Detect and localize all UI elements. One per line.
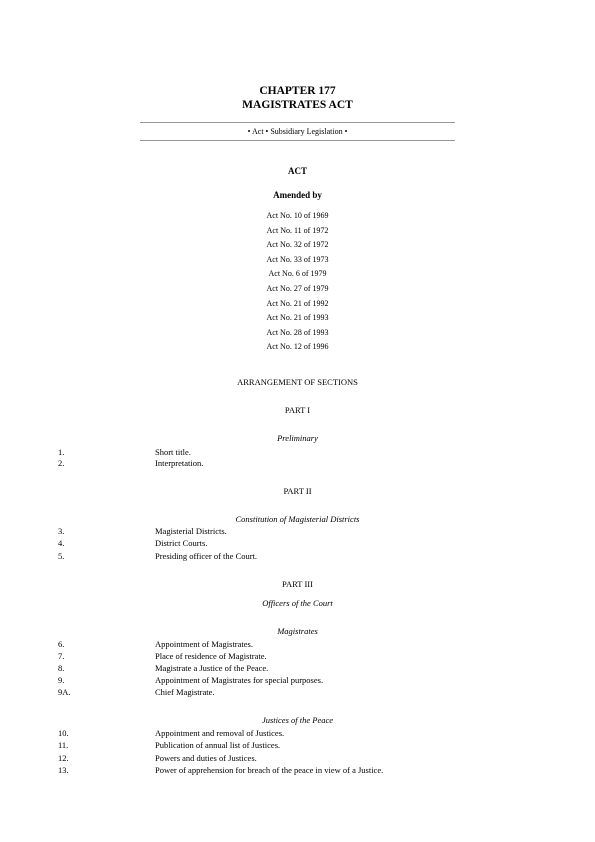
section-row [0,458,595,469]
section-title: Magisterial Districts. [155,526,227,536]
section-number: 13. [58,765,69,775]
section-title: Chief Magistrate. [155,687,215,697]
section-number: 4. [58,538,65,548]
section-title: Presiding officer of the Court. [155,551,258,561]
section-number: 5. [58,551,65,561]
section-title: Power of apprehension for breach of the peace in view of a Justice. [155,765,384,775]
section-row [0,663,595,674]
bullet: • [265,127,269,136]
section-number: 12. [58,753,69,763]
section-title: Appointment and removal of Justices. [155,728,285,738]
section-row [0,753,595,764]
bullet: • [344,127,348,136]
amendment-item: Act No. 21 of 1993 [266,313,329,323]
section-row [0,551,595,562]
part-2-subtitle: Constitution of Magisterial Districts [235,514,360,524]
section-row [0,526,595,537]
section-number: 10. [58,728,69,738]
amendment-item: Act No. 10 of 1969 [266,211,329,220]
section-title: Appointment of Magistrates. [155,639,253,649]
section-number: 7. [58,651,65,661]
amendment-item: Act No. 21 of 1992 [266,298,329,308]
section-title: Place of residence of Magistrate. [155,651,267,661]
bullet: • [247,127,251,136]
amendments-list [0,209,595,355]
section-title: Powers and duties of Justices. [155,753,257,763]
section-title: Appointment of Magistrates for special purposes. [155,675,324,685]
amendment-item: Act No. 27 of 1979 [266,283,329,293]
act-link[interactable]: Act [251,127,264,136]
amendment-item: Act No. 28 of 1993 [266,327,329,337]
section-number: 6. [58,639,65,649]
nav-top-rule [140,122,455,123]
amendment-item: Act No. 11 of 1972 [266,225,329,235]
part-2-label: PART II [283,486,312,496]
section-title: Interpretation. [155,458,204,468]
section-title: Publication of annual list of Justices. [155,740,281,750]
act-heading: ACT [287,166,307,176]
nav-bar [0,127,595,136]
section-number: 1. [58,447,65,457]
arrangement-heading: ARRANGEMENT OF SECTIONS [237,377,358,387]
section-row [0,538,595,549]
section-row [0,765,595,776]
section-title: Magistrate a Justice of the Peace. [155,663,269,673]
amendment-item: Act No. 6 of 1979 [268,269,327,279]
part-3-label: PART III [282,579,313,589]
subsidiary-legislation-link[interactable]: Subsidiary Legislation [270,127,343,136]
section-title: District Courts. [155,538,208,548]
section-number: 3. [58,526,65,536]
chapter-number: CHAPTER 177 [259,85,336,97]
amended-by-heading: Amended by [273,190,322,200]
section-row [0,639,595,650]
section-number: 9A. [58,687,71,697]
nav-bottom-rule [140,140,455,141]
amendment-item: Act No. 33 of 1973 [266,254,329,264]
section-title: Short title. [155,447,191,457]
section-number: 9. [58,675,65,685]
section-row [0,687,595,698]
justices-heading: Justices of the Peace [261,715,334,725]
section-row [0,728,595,739]
section-row [0,447,595,458]
section-row [0,651,595,662]
act-title: MAGISTRATES ACT [242,99,353,111]
section-number: 2. [58,458,65,468]
part-3-subtitle: Officers of the Court [262,598,333,608]
part-1-subtitle: Preliminary [277,433,318,443]
section-number: 8. [58,663,65,673]
section-number: 11. [58,740,69,750]
section-row [0,740,595,751]
amendment-item: Act No. 12 of 1996 [266,342,329,352]
part-1-label: PART I [284,405,311,415]
amendment-item: Act No. 32 of 1972 [266,240,329,250]
magistrates-heading: Magistrates [277,626,318,636]
section-row [0,675,595,686]
